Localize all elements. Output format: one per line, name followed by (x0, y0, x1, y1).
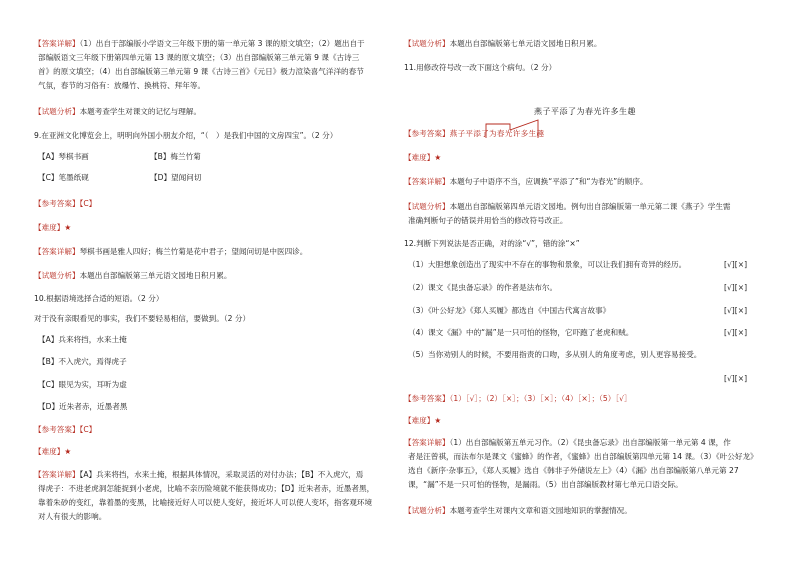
q8-test-analysis (34, 106, 201, 117)
text: 本题出自部编版第三单元语文园地日积月累。 (79, 271, 232, 280)
answer-value: 【C】 (79, 425, 97, 434)
q9-option-b: 【B】梅兰竹菊 (150, 152, 201, 161)
answer-sentence: 燕子平添了为春光许多生趣 (449, 129, 545, 138)
q12-item-1: （1）大胆想象创造出了现实中不存在的事物和景象，可以让我们拥有奇异的经历。 (408, 260, 687, 269)
q10-stem: 10.根据语境选择合适的短语。（2 分） (34, 294, 164, 303)
difficulty-star: ★ (434, 153, 442, 162)
detail-tag: 【答案详解】 (404, 177, 450, 186)
answer-tag: 【参考答案】 (34, 425, 80, 434)
test-tag: 【试题分析】 (404, 202, 450, 211)
q12-item-4-choice[interactable]: [√][×] (724, 328, 748, 337)
q10-difficulty (34, 446, 71, 457)
answer-value: 【C】 (79, 199, 97, 208)
q12-item-5-choice[interactable]: [√][×] (724, 374, 748, 383)
q9-difficulty (34, 222, 71, 233)
answer-value: （1）［√］；（2）［×］；（3）［×］；（4）［×］；（5）［√］ (449, 394, 632, 403)
difficulty-star: ★ (64, 223, 72, 232)
q12-item-3-choice[interactable]: [√][×] (724, 306, 748, 315)
q9-detail (34, 246, 307, 257)
text: 【A】兵来将挡，水来土掩，根据具体情况，采取灵活的对付办法；【B】不入虎穴，焉 (79, 470, 364, 479)
text: （1）出自于部编版小学语文三年级下册的第一单元第 3 课的原文填空；（2）题出自于 (79, 39, 365, 48)
q12-test-analysis (404, 505, 632, 516)
q8-detail-line-1 (34, 38, 365, 49)
q11-test-line-2: 准确判断句子的错误并用恰当的修改符号改正。 (408, 216, 568, 225)
q12-detail-line-1 (404, 437, 731, 448)
answer-tag: 【参考答案】 (404, 129, 450, 138)
q10-detail-line-3: 靠着朱砂的变红，靠着墨的变黑，比喻接近好人可以使人变好，接近坏人可以使人变坏，指客观环境 (38, 498, 373, 507)
difficulty-star: ★ (64, 447, 72, 456)
text: 本题出自部编版第四单元语文园地。例句出自部编版第一单元第二课《燕子》学生需 (449, 202, 731, 211)
q11-test-line-1 (404, 201, 731, 212)
q10-detail-line-4: 对人有很大的影响。 (38, 512, 107, 521)
test-tag: 【试题分析】 (34, 271, 80, 280)
difficulty-tag: 【难度】 (34, 447, 65, 456)
text: 本题考查学生对课内文章和语文园地知识的掌握情况。 (449, 506, 632, 515)
text: （1）出自部编版第五单元习作。（2）《昆虫备忘录》出自部编版第一单元第 4 课，作 (449, 438, 731, 447)
q11-detail (404, 176, 648, 187)
q12-item-3: （3）《叶公好龙》《郑人买履》都选自《中国古代寓言故事》 (408, 306, 611, 315)
difficulty-star: ★ (434, 416, 442, 425)
q12-item-2-choice[interactable]: [√][×] (724, 283, 748, 292)
q10-detail-line-1 (34, 469, 363, 480)
test-tag: 【试题分析】 (404, 39, 450, 48)
q8-detail-line-3: 首》的原文填空；（4）出自部编版第三单元第 9 课《古诗三首》《元日》极力渲染喜气洋洋的春节 (38, 67, 364, 76)
q10-option-a: 【A】兵来将挡，水来土掩 (38, 335, 127, 344)
q9-answer (34, 198, 96, 209)
answer-tag: 【参考答案】 (404, 394, 450, 403)
text: 琴棋书画是雅人四好；梅兰竹菊是花中君子；望闻问切是中医四诊。 (79, 247, 308, 256)
revision-mark-icon (449, 116, 582, 142)
q10-option-b: 【B】不入虎穴，焉得虎子 (38, 357, 127, 366)
q10-test-analysis (404, 38, 601, 49)
difficulty-tag: 【难度】 (404, 416, 435, 425)
detail-tag: 【答案详解】 (404, 438, 450, 447)
q12-item-4: （4）课文《漏》中的“漏”是一只可怕的怪物，它吓跑了老虎和贼。 (408, 328, 634, 337)
text: 本题考查学生对课文的记忆与理解。 (79, 107, 202, 116)
q10-option-d: 【D】近朱者赤，近墨者黑 (38, 402, 128, 411)
q9-stem: 9.在亚洲文化博览会上，明明向外国小朋友介绍，“（ ）是我们中国的文房四宝”。（2 分） (34, 131, 338, 140)
q12-stem: 12.判断下列说法是否正确，对的涂“√”，错的涂“×” (404, 239, 580, 248)
q12-item-5: （5）当你劝别人的时候，不要用指责的口吻，多从别人的角度考虑，别人更容易接受。 (408, 350, 702, 359)
text: 本题出自部编版第七单元语文园地日积月累。 (449, 39, 602, 48)
answer-tag: 【参考答案】 (34, 199, 80, 208)
q8-detail-line-2: 部编版语文三年级下册第四单元第 13 课的原文填空；（3）出自部编版第三单元第 9 课《古诗三 (38, 53, 360, 62)
q11-difficulty (404, 152, 441, 163)
q9-option-a: 【A】琴棋书画 (38, 152, 89, 161)
q12-detail-line-2: 者是汪曾祺，而法布尔是课文《蜜蜂》的作者，《蜜蜂》出自部编版第四单元第 14 课。（3）《叶公好龙》 (408, 452, 758, 461)
difficulty-tag: 【难度】 (404, 153, 435, 162)
q12-detail-line-4: 课，“漏”不是一只可怕的怪物，是漏雨。（5）出自部编版教材第七单元口语交际。 (408, 480, 683, 489)
q10-detail-line-2: 得虎子：不进老虎洞怎能捉到小老虎，比喻不亲历险境就不能获得成功；【D】近朱者赤，近墨者黑， (38, 484, 375, 493)
detail-tag: 【答案详解】 (34, 247, 80, 256)
q12-item-2: （2）课文《昆虫备忘录》的作者是法布尔。 (408, 283, 558, 292)
q11-sentence: 燕子平添了为春光许多生趣 (534, 107, 636, 116)
detail-tag: 【答案详解】 (34, 470, 80, 479)
difficulty-tag: 【难度】 (34, 223, 65, 232)
q10-context: 对于没有亲眼看见的事实，我们不要轻易相信，要做到。（2 分） (34, 314, 251, 323)
test-tag: 【试题分析】 (34, 107, 80, 116)
q10-answer (34, 424, 96, 435)
q12-detail-line-3: 选自《新序·杂事五》，《郑人买履》选自《韩非子外储说左上》（4）《漏》出自部编版第八单元第 27 (408, 466, 739, 475)
q9-option-d: 【D】望闻问切 (150, 173, 202, 182)
q12-item-1-choice[interactable]: [√][×] (724, 260, 748, 269)
q9-test-analysis (34, 270, 231, 281)
text: 本题句子中语序不当，应调换“平添了”和“为春光”的顺序。 (449, 177, 648, 186)
q9-option-c: 【C】笔墨纸砚 (38, 173, 89, 182)
test-tag: 【试题分析】 (404, 506, 450, 515)
q12-difficulty (404, 415, 441, 426)
q12-answer (404, 393, 632, 404)
q11-stem: 11.用修改符号改一改下面这个病句。（2 分） (404, 63, 557, 72)
q10-option-c: 【C】眼见为实，耳听为虚 (38, 380, 127, 389)
detail-tag: 【答案详解】 (34, 39, 80, 48)
q8-detail-line-4: 气氛，春节的习俗有：放爆竹、换桃符、拜年等。 (38, 81, 206, 90)
